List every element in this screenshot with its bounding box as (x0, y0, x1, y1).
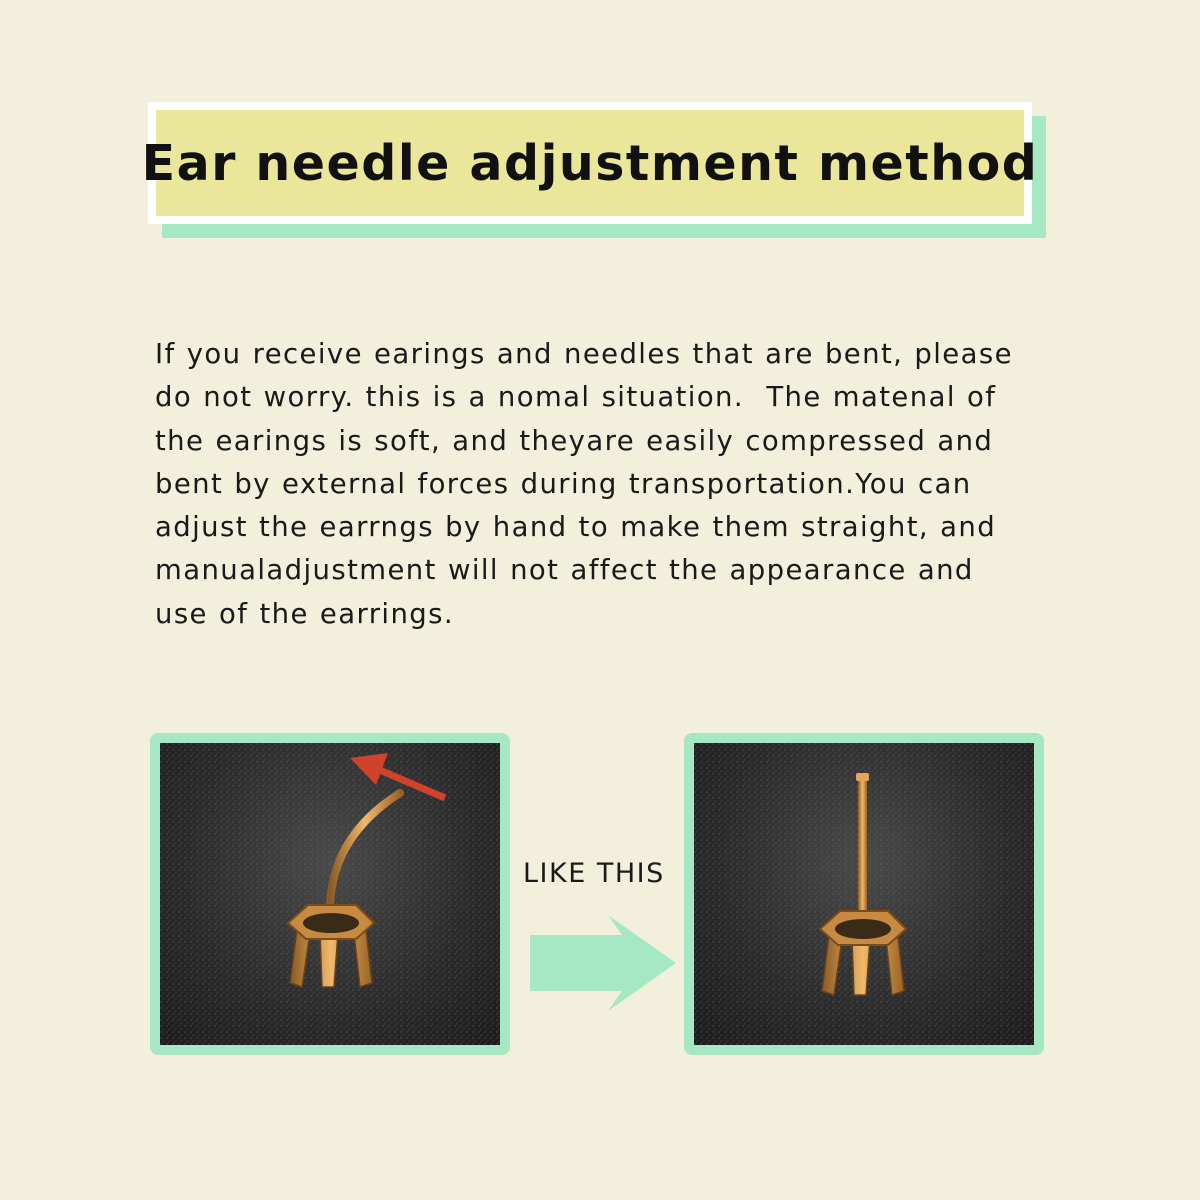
straight-earring-illustration (694, 743, 1034, 1045)
description-line: If you receive earings and needles that are bent, please (155, 338, 1013, 370)
title-banner-fill (141, 110, 1039, 216)
before-photo-frame (150, 733, 510, 1055)
page-title: Ear needle adjustment method (141, 134, 1039, 192)
title-banner (141, 102, 1039, 224)
comparison-label: LIKE THIS (523, 858, 665, 889)
after-photo-frame (684, 733, 1044, 1055)
description-line: the earings is soft, and theyare easily compressed and (155, 424, 994, 457)
description-line: do not worry. this is a nomal situation. The matenal of (155, 381, 997, 414)
straight-earring-photo (694, 743, 1034, 1045)
description-line: manualadjustment will not affect the appearance and (155, 554, 974, 587)
bent-earring-illustration (160, 743, 500, 1045)
description-text (155, 333, 1085, 636)
description-line: adjust the earrngs by hand to make them straight, and (155, 511, 997, 544)
bent-earring-photo (160, 743, 500, 1045)
arrow-right-icon (530, 915, 678, 1015)
description-line: bent by external forces during transportation.You can (155, 467, 972, 500)
description-line: use of the earrings. (155, 597, 455, 630)
